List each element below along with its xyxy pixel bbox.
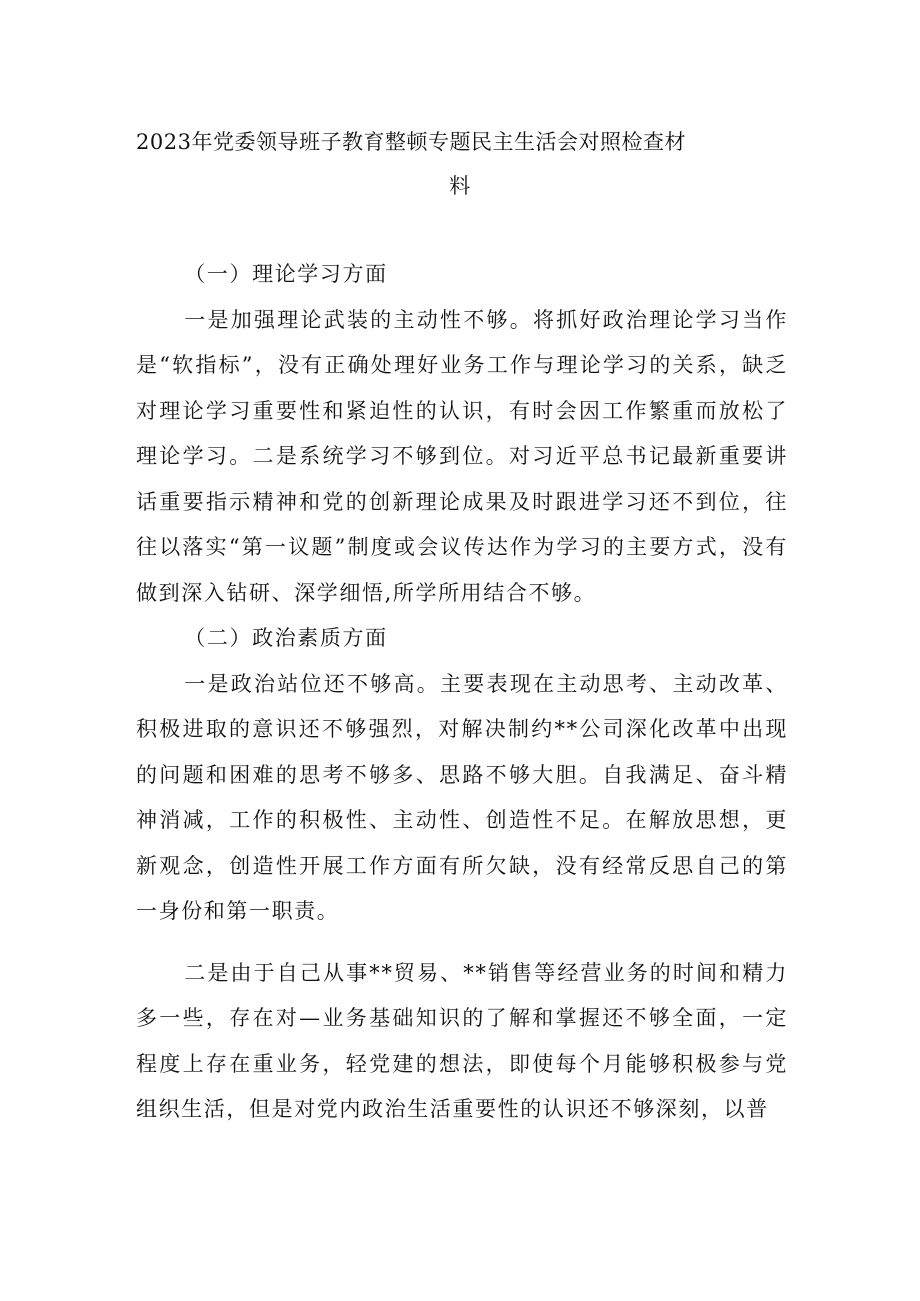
document-title — [136, 120, 784, 208]
paragraph-political-2: 二是由于自己从事**贸易、**销售等经营业务的时间和精力多一些，存在对—业务基础知识的了解和掌握还不够全面，一定程度上存在重业务，轻党建的想法，即使每个月能够积极参与党组织生活，但是对党内政治生活重要性的认识还不够深刻，以普 — [136, 960, 788, 1121]
paragraph-political-1: 一是政治站位还不够高。主要表现在主动思考、主动改革、积极进取的意识还不够强烈，对解决制约**公司深化改革中出现的问题和困难的思考不够多、思路不够大胆。自我满足、奋斗精神消减，工作的积极性、主动性、创造性不足。在解放思想，更新观念，创造性开展工作方面有所欠缺，没有经常反思自己的第一身份和第一职责。 — [136, 671, 788, 923]
section-heading-political: （二）政治素质方面 — [184, 626, 388, 650]
document-body — [136, 252, 788, 1133]
section-heading-theory: （一）理论学习方面 — [184, 262, 388, 286]
title-line-1: 2023年党委领导班子教育整顿专题民主生活会对照检查材 — [136, 130, 686, 154]
paragraph-theory-1: 一是加强理论武装的主动性不够。将抓好政治理论学习当作是“软指标”，没有正确处理好业务工作与理论学习的关系，缺乏对理论学习重要性和紧迫性的认识，有时会因工作繁重而放松了理论学习。二是系统学习不够到位。对习近平总书记最新重要讲话重要指示精神和党的创新理论成果及时跟进学习还不到位，往往以落实“第一议题”制度或会议传达作为学习的主要方式，没有做到深入钻研、深学细悟,所学所用结合不够。 — [136, 307, 788, 605]
title-line-2: 料 — [449, 174, 471, 198]
